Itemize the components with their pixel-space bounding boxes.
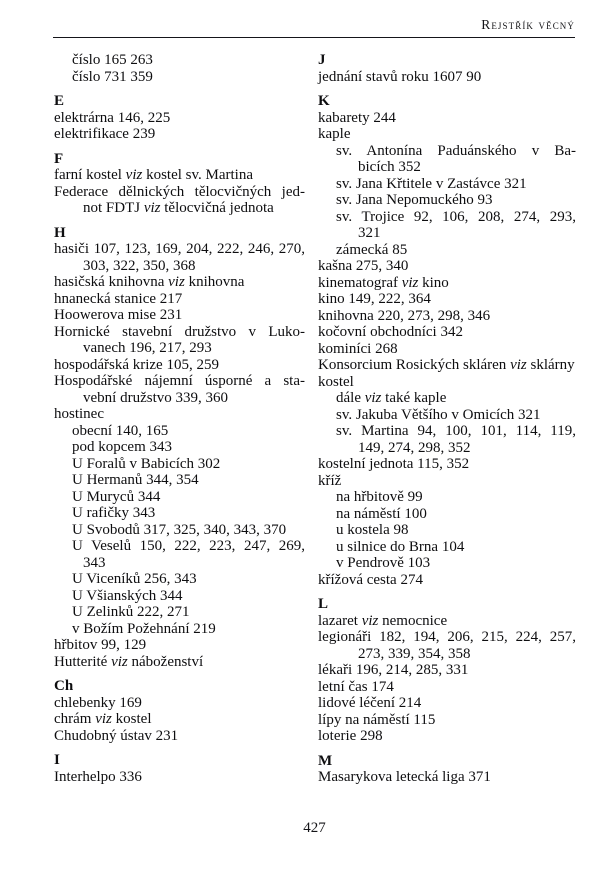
index-entry-line: křížová cesta 274	[318, 571, 423, 588]
index-entry-line: letní čas 174	[318, 678, 394, 695]
index-entry-line: kašna 275, 340	[318, 258, 409, 274]
index-entry-line: sv. Jana Nepomuckého 93	[336, 192, 493, 208]
index-entry-line: zámecká 85	[336, 241, 408, 258]
section-letter: L	[318, 596, 329, 612]
section-letter: M	[318, 752, 333, 769]
index-entry-line: obecní 140, 165	[72, 422, 169, 439]
index-entry-line: 321	[358, 225, 381, 241]
index-entry-line: elektrárna 146, 225	[54, 109, 171, 126]
index-entry-line: hasičská knihovna viz knihovna	[54, 274, 245, 290]
index-entry-line: kostel	[318, 373, 354, 390]
index-entry-line: hostinec	[54, 406, 104, 422]
index-entry-line: lípy na náměstí 115	[318, 711, 436, 728]
index-entry-line: kino 149, 222, 364	[318, 291, 431, 307]
index-entry-line: Konsorcium Rosických skláren viz sklárny	[318, 357, 575, 373]
index-entry-line: v Pendrově 103	[336, 555, 431, 571]
section-letter: I	[54, 752, 60, 768]
section-letter: E	[54, 93, 65, 109]
index-entry-line: hřbitov 99, 129	[54, 637, 147, 653]
section-letter: H	[54, 224, 66, 241]
index-entry-line: 273, 339, 354, 358	[358, 645, 471, 662]
index-entry-line: Hoowerova mise 231	[54, 307, 183, 323]
index-entry-line: farní kostel viz kostel sv. Martina	[54, 167, 254, 183]
index-entry-line: knihovna 220, 273, 298, 346	[318, 307, 491, 324]
index-entry-line: jednání stavů roku 1607 90	[318, 68, 482, 85]
running-head-title: Rejstřík věcný	[481, 17, 575, 32]
index-entry-line: kaple	[318, 126, 351, 142]
index-column-left	[54, 52, 305, 785]
index-entry-line: 343	[83, 554, 106, 571]
index-entry-line: chlebenky 169	[54, 694, 142, 711]
index-entry-line: sv. Antonína Paduánského v Ba-	[336, 142, 576, 159]
index-entry-line: sv. Jakuba Většího v Omicích 321	[336, 406, 541, 423]
index-entry-line: chrám viz kostel	[54, 711, 152, 727]
index-entry-line: pod kopcem 343	[72, 439, 172, 455]
index-entry-line: U Veselů 150, 222, 223, 247, 269,	[72, 538, 305, 554]
index-entry-line: u silnice do Brna 104	[336, 538, 465, 555]
index-entry-line: Hospodářské nájemní úsporné a sta-	[54, 373, 305, 389]
index-entry-line: Masarykova letecká liga 371	[318, 769, 491, 785]
index-entry-line: kinematograf viz kino	[318, 274, 449, 291]
index-entry-line: číslo 731 359	[72, 68, 153, 85]
index-entry-line: hasiči 107, 123, 169, 204, 222, 246, 270,	[54, 241, 305, 257]
index-entry-line: lidové léčení 214	[318, 695, 422, 711]
index-entry-line: lazaret viz nemocnice	[318, 612, 448, 629]
section-letter: Ch	[54, 678, 74, 694]
index-entry-line: u kostela 98	[336, 522, 409, 538]
index-entry-line: U Viceníků 256, 343	[72, 571, 197, 587]
index-entry-line: kříž	[318, 472, 342, 489]
index-entry-line: sv. Trojice 92, 106, 208, 274, 293,	[336, 208, 576, 225]
index-entry-line: číslo 165 263	[72, 52, 153, 68]
index-entry-line: U Všianských 344	[72, 587, 183, 604]
page-number: 427	[303, 820, 326, 836]
index-entry-line: Hornické stavební družstvo v Luko-	[54, 323, 305, 340]
page-header	[54, 16, 575, 34]
index-entry-line: loterie 298	[318, 728, 383, 744]
index-entry-line: kočovní obchodníci 342	[318, 324, 463, 340]
index-entry-line: vební družstvo 339, 360	[83, 389, 228, 406]
index-entry-line: elektrifikace 239	[54, 126, 156, 142]
index-entry-line: na hřbitově 99	[336, 489, 423, 505]
section-letter: J	[318, 52, 326, 68]
index-entry-line: Interhelpo 336	[54, 768, 142, 785]
index-entry-line: hospodářská krize 105, 259	[54, 356, 219, 373]
header-rule	[53, 37, 575, 38]
index-entry-line: U rafičky 343	[72, 505, 156, 521]
index-entry-line: bicích 352	[358, 159, 421, 175]
index-entry-line: Federace dělnických tělocvičných jed-	[54, 183, 305, 200]
section-letter: K	[318, 93, 330, 109]
index-column-right	[318, 52, 576, 786]
index-entry-line: dále viz také kaple	[336, 390, 447, 406]
index-entry-line: U Hermanů 344, 354	[72, 472, 199, 488]
index-entry-line: hnanecká stanice 217	[54, 290, 183, 307]
index-entry-line: Hutterité viz náboženství	[54, 653, 204, 670]
index-columns	[54, 52, 576, 786]
page-footer	[54, 820, 575, 837]
index-entry-line: kabarety 244	[318, 109, 396, 126]
index-entry-line: kominíci 268	[318, 340, 398, 357]
index-entry-line: vanech 196, 217, 293	[83, 340, 212, 356]
index-entry-line: 149, 274, 298, 352	[358, 439, 471, 456]
index-entry-line: na náměstí 100	[336, 505, 427, 522]
index-entry-line: U Svobodů 317, 325, 340, 343, 370	[72, 521, 287, 538]
index-entry-line: not FDTJ viz tělocvičná jednota	[83, 200, 274, 216]
index-entry-line: sv. Martina 94, 100, 101, 114, 119,	[336, 423, 576, 439]
section-letter: F	[54, 150, 64, 167]
index-entry-line: legionáři 182, 194, 206, 215, 224, 257,	[318, 629, 576, 645]
index-entry-line: U Muryců 344	[72, 488, 161, 505]
index-entry-line: sv. Jana Křtitele v Zastávce 321	[336, 175, 527, 192]
index-entry-line: 303, 322, 350, 368	[83, 257, 196, 274]
index-entry-line: kostelní jednota 115, 352	[318, 456, 470, 472]
index-entry-line: lékaři 196, 214, 285, 331	[318, 662, 469, 678]
index-entry-line: U Foralů v Babicích 302	[72, 455, 221, 472]
index-entry-line: v Božím Požehnání 219	[72, 620, 216, 637]
index-entry-line: Chudobný ústav 231	[54, 727, 179, 744]
index-entry-line: U Zelinků 222, 271	[72, 604, 190, 620]
